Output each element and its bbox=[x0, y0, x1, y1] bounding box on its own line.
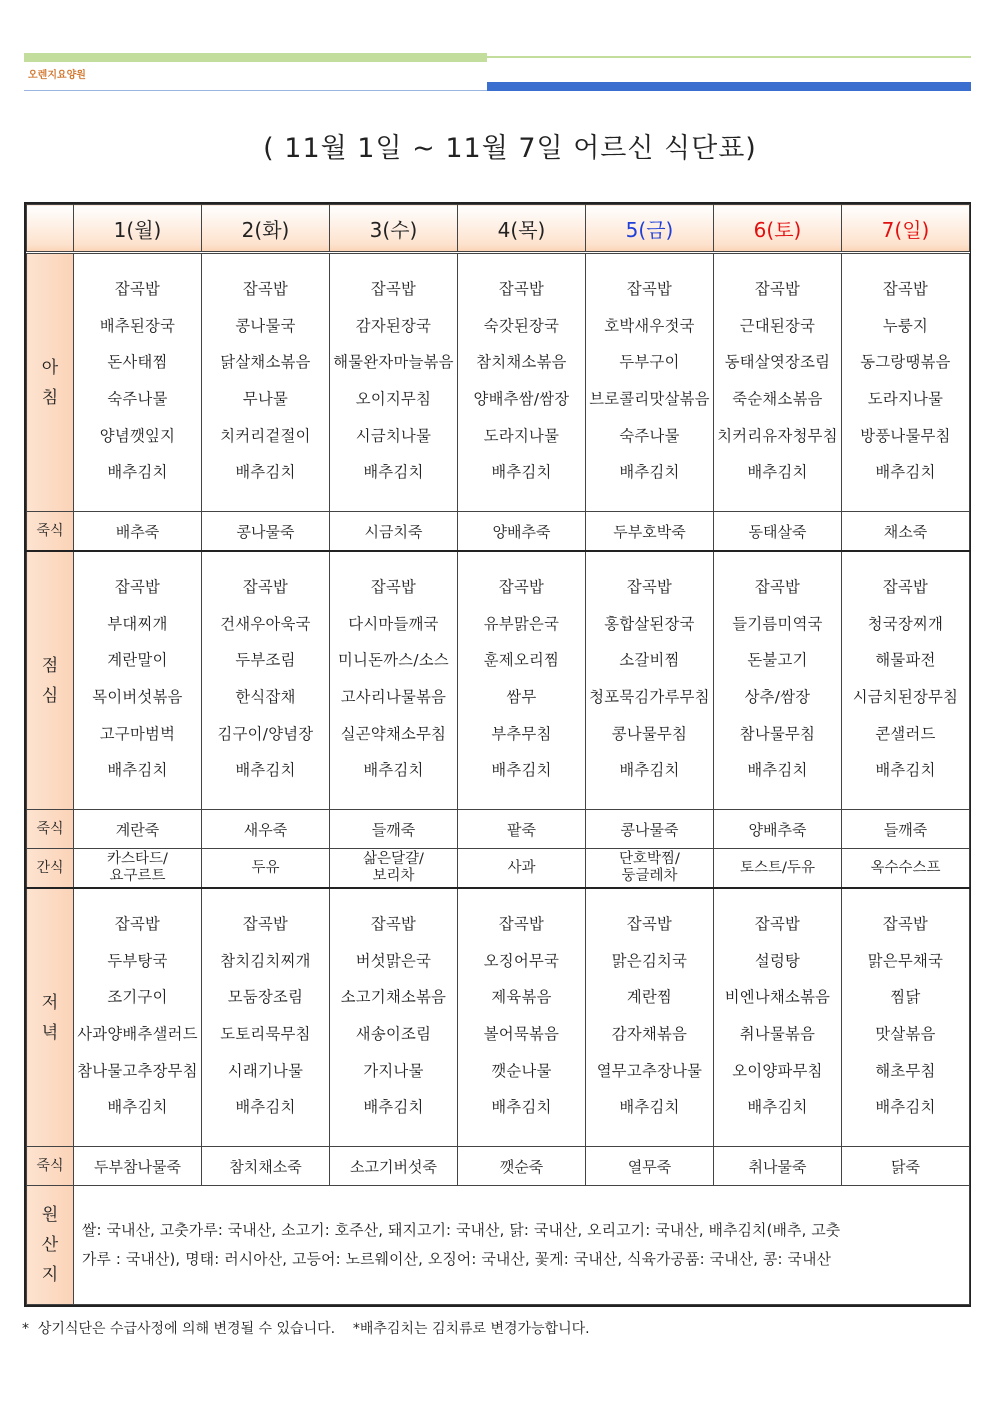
porridge-cell: 두부호박죽 bbox=[586, 512, 714, 552]
menu-item: 참나물고추장무침 bbox=[77, 1061, 198, 1080]
dinner-cell bbox=[74, 888, 202, 1147]
snack-cell: 옥수수스프 bbox=[842, 849, 970, 889]
menu-item: 건새우아욱국 bbox=[220, 614, 311, 633]
day-header: 2(화) bbox=[202, 205, 330, 253]
menu-item: 두부구이 bbox=[619, 353, 680, 372]
menu-item: 감자된장국 bbox=[355, 316, 432, 335]
menu-item: 배추김치 bbox=[875, 463, 936, 482]
menu-item: 맑은김치국 bbox=[611, 951, 688, 970]
snack-label: 간식 bbox=[27, 849, 74, 889]
menu-item: 죽순채소볶음 bbox=[732, 390, 823, 409]
menu-item: 고구마범벅 bbox=[99, 724, 176, 743]
lunch-cell bbox=[202, 551, 330, 810]
menu-item: 오이양파무침 bbox=[732, 1061, 823, 1080]
menu-item: 잡곡밥 bbox=[498, 578, 545, 596]
snack-cell: 삶은달걀/ 보리차 bbox=[330, 849, 458, 889]
snack-cell: 카스타드/ 요구르트 bbox=[74, 849, 202, 889]
menu-item: 배추김치 bbox=[363, 761, 424, 780]
menu-item: 숙갓된장국 bbox=[483, 316, 560, 335]
menu-item: 잡곡밥 bbox=[242, 280, 289, 298]
menu-item: 콩나물무침 bbox=[611, 724, 688, 743]
menu-item: 잡곡밥 bbox=[882, 280, 929, 298]
breakfast-label: 아 침 bbox=[27, 253, 74, 512]
menu-table bbox=[24, 202, 971, 1307]
menu-item: 숙주나물 bbox=[107, 390, 168, 409]
menu-item: 콩나물국 bbox=[235, 316, 296, 335]
menu-item: 소고기채소볶음 bbox=[340, 988, 447, 1007]
menu-item: 배추김치 bbox=[619, 761, 680, 780]
footnote: * 상기식단은 수급사정에 의해 변경될 수 있습니다. *배추김치는 김치류로 변경가능합니다. bbox=[22, 1321, 590, 1337]
menu-item: 비엔나채소볶음 bbox=[724, 988, 831, 1007]
menu-item: 고사리나물볶음 bbox=[340, 688, 447, 707]
menu-item: 잡곡밥 bbox=[754, 578, 801, 596]
menu-item: 잡곡밥 bbox=[370, 915, 417, 933]
menu-item: 잡곡밥 bbox=[498, 915, 545, 933]
corner-cell bbox=[27, 205, 74, 253]
menu-item: 한식잡채 bbox=[235, 688, 296, 707]
menu-item: 잡곡밥 bbox=[498, 280, 545, 298]
dinner-label: 저 녁 bbox=[27, 888, 74, 1147]
breakfast-cell bbox=[202, 253, 330, 512]
menu-item: 참치채소볶음 bbox=[476, 353, 567, 372]
menu-item: 다시마들깨국 bbox=[348, 614, 439, 633]
lunch-cell bbox=[842, 551, 970, 810]
menu-item: 청포묵김가루무침 bbox=[589, 688, 710, 707]
menu-item: 동태살엿장조림 bbox=[724, 353, 831, 372]
porridge-cell: 닭죽 bbox=[842, 1147, 970, 1186]
menu-item: 잡곡밥 bbox=[754, 915, 801, 933]
dinner-cell bbox=[330, 888, 458, 1147]
menu-item: 무나물 bbox=[242, 390, 289, 409]
menu-item: 취나물볶음 bbox=[739, 1025, 816, 1044]
porridge-cell: 계란죽 bbox=[74, 810, 202, 849]
menu-item: 열무고추장나물 bbox=[596, 1061, 703, 1080]
dinner-porridge-row bbox=[27, 1147, 970, 1186]
porridge-label: 죽식 bbox=[27, 1147, 74, 1186]
breakfast-cell bbox=[330, 253, 458, 512]
breakfast-cell bbox=[714, 253, 842, 512]
menu-item: 치커리겉절이 bbox=[220, 426, 311, 445]
menu-item: 잡곡밥 bbox=[114, 578, 161, 596]
menu-item: 근대된장국 bbox=[739, 316, 816, 335]
porridge-label: 죽식 bbox=[27, 810, 74, 849]
menu-item: 훈제오리찜 bbox=[483, 651, 560, 670]
porridge-cell: 콩나물죽 bbox=[586, 810, 714, 849]
menu-item: 배추김치 bbox=[363, 1098, 424, 1117]
menu-item: 배추김치 bbox=[619, 1098, 680, 1117]
dinner-cell bbox=[586, 888, 714, 1147]
menu-item: 배추김치 bbox=[107, 761, 168, 780]
menu-item: 시래기나물 bbox=[227, 1061, 304, 1080]
breakfast-row bbox=[27, 253, 970, 512]
menu-item: 사과양배추샐러드 bbox=[77, 1025, 198, 1044]
dinner-cell bbox=[458, 888, 586, 1147]
menu-item: 깻순나물 bbox=[491, 1061, 552, 1080]
menu-item: 숙주나물 bbox=[619, 426, 680, 445]
menu-item: 홍합살된장국 bbox=[604, 614, 695, 633]
menu-item: 해초무침 bbox=[875, 1061, 936, 1080]
menu-item: 김구이/양념장 bbox=[217, 724, 314, 743]
menu-item: 닭살채소볶음 bbox=[220, 353, 311, 372]
lunch-label: 점 심 bbox=[27, 551, 74, 810]
origin-text: 쌀: 국내산, 고춧가루: 국내산, 소고기: 호주산, 돼지고기: 국내산, 닭: 국내산, 오리고기: 국내산, 배추김치(배추, 고춧 가루 : 국내산), 명태: 러시아산, 고등어: 노르웨이산, 오징어: 국내산, 꽃게: 국내산, 식육가공품: 국내산, 콩: 국내산 bbox=[74, 1186, 970, 1305]
header-green-bar bbox=[24, 53, 487, 62]
porridge-cell: 양배추죽 bbox=[714, 810, 842, 849]
menu-item: 잡곡밥 bbox=[370, 280, 417, 298]
day-header-sunday: 7(일) bbox=[842, 205, 970, 253]
porridge-cell: 들깨죽 bbox=[330, 810, 458, 849]
menu-item: 배추김치 bbox=[363, 463, 424, 482]
snack-cell: 사과 bbox=[458, 849, 586, 889]
menu-item: 미니돈까스/소스 bbox=[338, 651, 449, 670]
snack-row bbox=[27, 849, 970, 889]
porridge-cell: 깻순죽 bbox=[458, 1147, 586, 1186]
menu-item: 배추김치 bbox=[875, 761, 936, 780]
breakfast-cell bbox=[458, 253, 586, 512]
porridge-cell: 팥죽 bbox=[458, 810, 586, 849]
menu-item: 브로콜리맛살볶음 bbox=[589, 390, 710, 409]
porridge-cell: 취나물죽 bbox=[714, 1147, 842, 1186]
dinner-row bbox=[27, 888, 970, 1147]
menu-item: 해물파전 bbox=[875, 651, 936, 670]
menu-item: 배추김치 bbox=[875, 1098, 936, 1117]
menu-item: 맑은무채국 bbox=[867, 951, 944, 970]
menu-item: 계란찜 bbox=[626, 988, 673, 1007]
menu-item: 시금치된장무침 bbox=[852, 688, 959, 707]
menu-item: 배추김치 bbox=[235, 1098, 296, 1117]
day-header: 4(목) bbox=[458, 205, 586, 253]
menu-item: 도라지나물 bbox=[483, 426, 560, 445]
porridge-cell: 소고기버섯죽 bbox=[330, 1147, 458, 1186]
header-blue-bar bbox=[487, 82, 971, 91]
lunch-cell bbox=[74, 551, 202, 810]
lunch-row bbox=[27, 551, 970, 810]
menu-item: 배추김치 bbox=[107, 463, 168, 482]
menu-item: 청국장찌개 bbox=[867, 614, 944, 633]
menu-item: 두부조림 bbox=[235, 651, 296, 670]
snack-cell: 두유 bbox=[202, 849, 330, 889]
menu-item: 소갈비찜 bbox=[619, 651, 680, 670]
porridge-cell: 들깨죽 bbox=[842, 810, 970, 849]
menu-item: 잡곡밥 bbox=[370, 578, 417, 596]
menu-item: 부대찌개 bbox=[107, 614, 168, 633]
org-name: 오렌지요양원 bbox=[28, 70, 86, 81]
menu-item: 부추무침 bbox=[491, 724, 552, 743]
porridge-cell: 채소죽 bbox=[842, 512, 970, 552]
menu-item: 배추김치 bbox=[619, 463, 680, 482]
menu-item: 도토리묵무침 bbox=[220, 1025, 311, 1044]
snack-cell: 토스트/두유 bbox=[714, 849, 842, 889]
menu-item: 배추된장국 bbox=[99, 316, 176, 335]
menu-item: 배추김치 bbox=[235, 761, 296, 780]
menu-item: 잡곡밥 bbox=[242, 578, 289, 596]
day-header: 3(수) bbox=[330, 205, 458, 253]
porridge-cell: 참치채소죽 bbox=[202, 1147, 330, 1186]
menu-item: 볼어묵볶음 bbox=[483, 1025, 560, 1044]
snack-cell: 단호박찜/ 둥글레차 bbox=[586, 849, 714, 889]
menu-item: 배추김치 bbox=[491, 463, 552, 482]
header-thin-line bbox=[24, 90, 487, 91]
menu-item: 목이버섯볶음 bbox=[92, 688, 183, 707]
menu-item: 잡곡밥 bbox=[114, 280, 161, 298]
menu-item: 잡곡밥 bbox=[626, 915, 673, 933]
menu-item: 치커리유자청무침 bbox=[717, 426, 838, 445]
porridge-cell: 동태살죽 bbox=[714, 512, 842, 552]
porridge-cell: 배추죽 bbox=[74, 512, 202, 552]
menu-item: 잡곡밥 bbox=[114, 915, 161, 933]
menu-item: 오징어무국 bbox=[483, 951, 560, 970]
menu-item: 배추김치 bbox=[491, 1098, 552, 1117]
menu-item: 설렁탕 bbox=[754, 951, 801, 970]
breakfast-cell bbox=[74, 253, 202, 512]
porridge-label: 죽식 bbox=[27, 512, 74, 552]
menu-item: 배추김치 bbox=[747, 1098, 808, 1117]
menu-item: 오이지무침 bbox=[355, 390, 432, 409]
day-header-row bbox=[27, 205, 970, 253]
menu-item: 두부탕국 bbox=[107, 951, 168, 970]
day-header: 1(월) bbox=[74, 205, 202, 253]
menu-item: 들기름미역국 bbox=[732, 614, 823, 633]
menu-item: 상추/쌈장 bbox=[744, 688, 811, 707]
header-green-line bbox=[487, 56, 971, 58]
origin-row bbox=[27, 1186, 970, 1305]
menu-item: 누룽지 bbox=[882, 316, 929, 335]
menu-item: 가지나물 bbox=[363, 1061, 424, 1080]
menu-item: 배추김치 bbox=[107, 1098, 168, 1117]
lunch-cell bbox=[714, 551, 842, 810]
porridge-cell: 열무죽 bbox=[586, 1147, 714, 1186]
menu-item: 맛살볶음 bbox=[875, 1025, 936, 1044]
menu-item: 돈사태찜 bbox=[107, 353, 168, 372]
menu-item: 계란말이 bbox=[107, 651, 168, 670]
porridge-cell: 양배추죽 bbox=[458, 512, 586, 552]
menu-item: 제육볶음 bbox=[491, 988, 552, 1007]
porridge-cell: 새우죽 bbox=[202, 810, 330, 849]
menu-item: 참나물무침 bbox=[739, 724, 816, 743]
porridge-cell: 콩나물죽 bbox=[202, 512, 330, 552]
menu-item: 감자채볶음 bbox=[611, 1025, 688, 1044]
menu-item: 버섯맑은국 bbox=[355, 951, 432, 970]
menu-item: 해물완자마늘볶음 bbox=[333, 353, 454, 372]
menu-item: 콘샐러드 bbox=[875, 724, 936, 743]
porridge-cell: 두부참나물죽 bbox=[74, 1147, 202, 1186]
menu-item: 배추김치 bbox=[747, 463, 808, 482]
menu-item: 호박새우젓국 bbox=[604, 316, 695, 335]
menu-item: 양배추쌈/쌈장 bbox=[473, 390, 570, 409]
dinner-cell bbox=[714, 888, 842, 1147]
breakfast-porridge-row bbox=[27, 512, 970, 552]
menu-item: 잡곡밥 bbox=[882, 915, 929, 933]
dinner-cell bbox=[842, 888, 970, 1147]
breakfast-cell bbox=[842, 253, 970, 512]
menu-item: 배추김치 bbox=[491, 761, 552, 780]
lunch-porridge-row bbox=[27, 810, 970, 849]
menu-item: 방풍나물무침 bbox=[860, 426, 951, 445]
menu-item: 배추김치 bbox=[235, 463, 296, 482]
lunch-cell bbox=[586, 551, 714, 810]
origin-label: 원 산 지 bbox=[27, 1186, 74, 1305]
menu-item: 잡곡밥 bbox=[626, 280, 673, 298]
day-header: 5(금) bbox=[586, 205, 714, 253]
menu-item: 유부맑은국 bbox=[483, 614, 560, 633]
menu-item: 돈불고기 bbox=[747, 651, 808, 670]
lunch-cell bbox=[330, 551, 458, 810]
menu-item: 동그랑땡볶음 bbox=[860, 353, 951, 372]
day-header-saturday: 6(토) bbox=[714, 205, 842, 253]
menu-item: 새송이조림 bbox=[355, 1025, 432, 1044]
menu-item: 도라지나물 bbox=[867, 390, 944, 409]
menu-item: 조기구이 bbox=[107, 988, 168, 1007]
menu-item: 잡곡밥 bbox=[626, 578, 673, 596]
menu-item: 잡곡밥 bbox=[242, 915, 289, 933]
menu-item: 실곤약채소무침 bbox=[340, 724, 447, 743]
menu-item: 배추김치 bbox=[747, 761, 808, 780]
menu-item: 쌈무 bbox=[506, 688, 537, 707]
menu-item: 시금치나물 bbox=[355, 426, 432, 445]
breakfast-cell bbox=[586, 253, 714, 512]
menu-item: 잡곡밥 bbox=[754, 280, 801, 298]
menu-item: 양념깻잎지 bbox=[99, 426, 176, 445]
menu-item: 모둠장조림 bbox=[227, 988, 304, 1007]
porridge-cell: 시금치죽 bbox=[330, 512, 458, 552]
menu-item: 잡곡밥 bbox=[882, 578, 929, 596]
dinner-cell bbox=[202, 888, 330, 1147]
lunch-cell bbox=[458, 551, 586, 810]
page-title: ( 11월 1일 ~ 11월 7일 어르신 식단표) bbox=[263, 133, 757, 164]
menu-item: 찜닭 bbox=[890, 988, 921, 1007]
menu-item: 참치김치찌개 bbox=[220, 951, 311, 970]
